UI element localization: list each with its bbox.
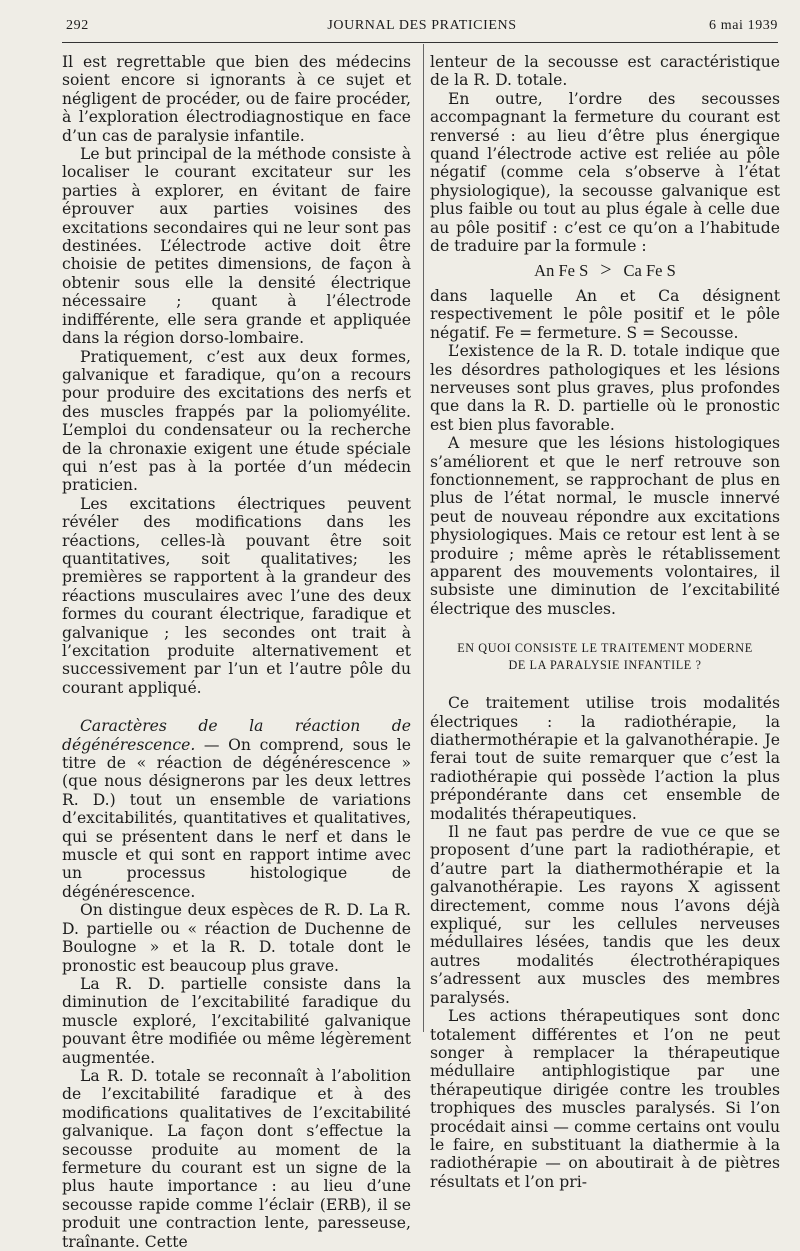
page-number: 292 — [66, 18, 89, 33]
section-title-line: EN QUOI CONSISTE LE TRAITEMENT MODERNE — [457, 641, 753, 656]
paragraph: La R. D. totale se reconnaît à l’abolition de l’excitabilité faradique et à des modifications qualitatives de l’excitabilité galvanique. La façon dont s’effectue la secousse produite au moment de la fermeture du courant est un signe de la plus haute importance : au lieu d’une secousse rapide comme l’éclair (ERB), il se produit une contraction lente, paresseuse, traînante. Cette — [62, 1066, 411, 1251]
paragraph: dans laquelle An et Ca désignent respectivement le pôle positif et le pôle négatif. Fe = fermeture. S = Secousse. — [430, 286, 780, 342]
paragraph: Les excitations électriques peuvent révéler des modifications dans les réactions, celles-là pouvant être soit quantitatives, soit qualitatives; les premières se rapportent à la grandeur des réactions musculaires avec l’une des deux formes du courant électrique, faradique et galvanique ; les secondes ont trait à l’excitation produite alternativement et successivement par l’un et l’autre pôle du courant appliqué. — [62, 494, 411, 697]
paragraph: Pratiquement, c’est aux deux formes, galvanique et faradique, qu’on a recours pour produire des excitations des nerfs et des muscles frappés par la poliomyélite. L’emploi du condensateur ou la recherche de la chronaxie exigent une étude spéciale qui n’est pas à la portée d’un médecin praticien. — [62, 347, 411, 495]
formula-left: An Fe S — [534, 261, 589, 281]
paragraph: lenteur de la secousse est caractéristique de la R. D. totale. — [430, 53, 780, 90]
subheading-paragraph — [62, 717, 411, 901]
running-header — [66, 14, 778, 38]
paragraph: Il est regrettable que bien des médecins soient encore si ignorants à ce sujet et négligent de procéder, ou de faire procéder, à l’exploration électrodiagnostique en face d’un cas de paralysie infantile. — [62, 53, 411, 145]
paragraph: Il ne faut pas perdre de vue ce que se proposent d’une part la radiothérapie, et d’autre part la diathermothérapie et la galvanothérapie. Les rayons X agissent directement, comme nous l’avons déjà expliqué, sur les cellules nerveuses médullaires lésées, tandis que les deux autres modalités électrothérapiques s’adressent aux muscles des membres paralysés. — [430, 823, 780, 1007]
paragraph: L’existence de la R. D. totale indique que les désordres pathologiques et les lésions nerveuses sont plus graves, plus profondes que dans la R. D. partielle où le pronostic est bien plus favorable. — [430, 342, 780, 434]
left-column — [62, 53, 411, 1251]
formula-operator: > — [600, 259, 612, 282]
journal-title: JOURNAL DES PRATICIENS — [327, 18, 517, 33]
section-title-line: DE LA PARALYSIE INFANTILE ? — [508, 658, 702, 673]
formula-right: Ca Fe S — [623, 261, 676, 281]
header-rule — [62, 42, 778, 43]
issue-date: 6 mai 1939 — [709, 18, 778, 33]
paragraph: On distingue deux espèces de R. D. La R. D. partielle ou « réaction de Duchenne de Boulogne » et la R. D. totale dont le pronostic est beaucoup plus grave. — [62, 901, 411, 975]
column-divider — [423, 44, 424, 1032]
formula — [430, 261, 780, 280]
section-title — [430, 640, 780, 674]
paragraph: Ce traitement utilise trois modalités électriques : la radiothérapie, la diathermothérapie et la galvanothérapie. Je ferai tout de suite remarquer que c’est la radiothérapie qui possède l’action la plus prépondérante dans cet ensemble de modalités thérapeutiques. — [430, 694, 780, 823]
paragraph: Les actions thérapeutiques sont donc totalement différentes et l’on ne peut songer à remplacer la thérapeutique médullaire antiphlogistique par une thérapeutique dirigée contre les troubles trophiques des muscles paralysés. Si l’on procédait ainsi — comme certains ont voulu le faire, en substituant la diathermie à la radiothérapie — on aboutirait à de piètres résultats et l’on pri- — [430, 1007, 780, 1191]
paragraph: En outre, l’ordre des secousses accompagnant la fermeture du courant est renversé : au lieu d’être plus énergique quand l’électrode active est reliée au pôle négatif (comme cela s’observe à l’état physiologique), la secousse galvanique est plus faible ou tout au plus égale à celle due au pôle positif : c’est ce qu’on a l’habitude de traduire par la formule : — [430, 89, 780, 256]
subheading-title: Caractères de la réaction de dégénérescence. — [62, 717, 411, 754]
paragraph: A mesure que les lésions histologiques s’améliorent et que le nerf retrouve son fonctionnement, se rapprochant de plus en plus de l’état normal, le muscle innervé peut de nouveau répondre aux excitations physiologiques. Mais ce retour est lent à se produire ; même après le rétablissement apparent des mouvements volontaires, il subsiste une diminution de l’excitabilité électrique des muscles. — [430, 434, 780, 618]
right-column — [430, 53, 780, 1191]
paragraph: La R. D. partielle consiste dans la diminution de l’excitabilité faradique du muscle exploré, l’excitabilité galvanique pouvant être modifiée ou même légèrement augmentée. — [62, 974, 411, 1067]
paragraph: Le but principal de la méthode consiste à localiser le courant excitateur sur les parties à explorer, en évitant de faire éprouver aux parties voisines des excitations secondaires qui ne leur sont pas destinées. L’électrode active doit être choisie de petites dimensions, de façon à obtenir sous elle la densité électrique nécessaire ; quant à l’électrode indifférente, elle sera grande et appliquée dans la région dorso-lombaire. — [62, 145, 411, 348]
subheading-text: — On comprend, sous le titre de « réaction de dégénérescence » (que nous désignerons par les deux lettres R. D.) tout un ensemble de variations d’excitabilités, quantitatives et qualitatives, qui se présentent dans le nerf et dans le muscle et qui sont en rapport intime avec un processus histologique de dégénérescence. — [62, 735, 411, 901]
